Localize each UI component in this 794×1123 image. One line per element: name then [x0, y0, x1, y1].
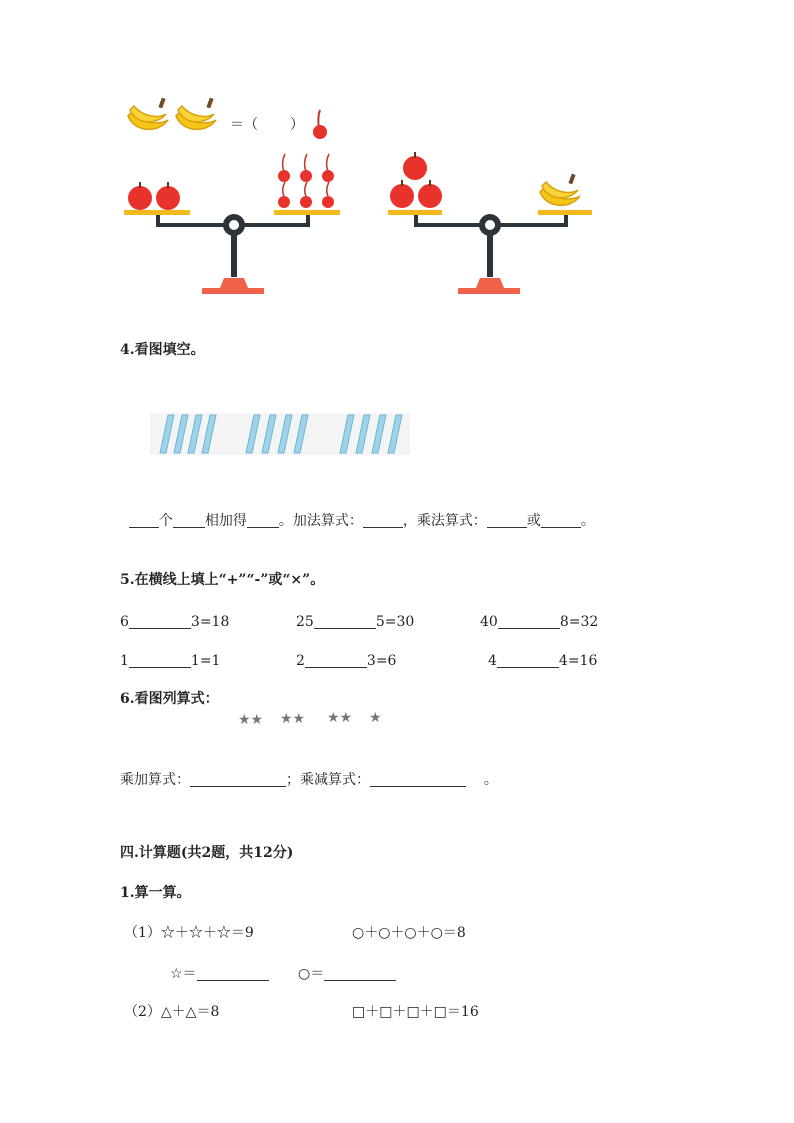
q5-item: 1 1=1 [120, 653, 221, 669]
star-group: ★★ [238, 712, 264, 728]
star-group: ★★ [327, 710, 353, 726]
p1-left: （1）☆＋☆＋☆＝9 [124, 925, 254, 941]
balance-scale-2 [384, 150, 614, 300]
q5-item: 2 3=6 [296, 653, 397, 669]
balance-scale-1 [120, 150, 350, 300]
p2-right: □＋□＋□＋□＝16 [352, 1004, 479, 1020]
p2-left: （2）△＋△＝8 [124, 1004, 220, 1020]
q4-title: 4.看图填空。 [120, 342, 205, 358]
operator-blank[interactable] [497, 653, 559, 668]
apple-icon [418, 180, 442, 208]
operator-blank[interactable] [498, 614, 560, 629]
star-group: ★ [369, 710, 382, 726]
section4-title: 四.计算题(共2题，共12分) [120, 845, 294, 861]
star-group: ★★ [280, 711, 306, 727]
apple-icon [128, 182, 152, 210]
q4-fill-line: 个 相加得 。加法算式： ，乘法算式： 或 。 [120, 499, 595, 528]
blank-line[interactable] [363, 513, 403, 528]
blank-line[interactable] [129, 513, 159, 528]
operator-blank[interactable] [314, 614, 376, 629]
cherry-icon [310, 108, 330, 140]
blank-line[interactable] [190, 772, 286, 787]
q5-title: 5.在横线上填上“+”“-”或“×”。 [120, 572, 325, 588]
apple-icon [403, 152, 427, 180]
operator-blank[interactable] [305, 653, 367, 668]
q5-item: 40 8=32 [480, 614, 599, 630]
banana-icon [172, 96, 218, 136]
operator-blank[interactable] [129, 653, 191, 668]
close-paren: ） [290, 117, 304, 133]
q6-title: 6.看图列算式： [120, 691, 219, 707]
q5-item: 4 4=16 [488, 653, 598, 669]
banana-icon [540, 174, 580, 206]
blank-line[interactable] [324, 966, 396, 981]
blank-line[interactable] [197, 966, 269, 981]
star-answer: ☆＝ [170, 966, 269, 981]
blank-line[interactable] [370, 772, 466, 787]
q6-answer-line: 乘加算式： ；乘减算式： 。 [120, 772, 498, 788]
blank-line[interactable] [247, 513, 279, 528]
blank-line[interactable] [541, 513, 581, 528]
q1-title: 1.算一算。 [120, 885, 191, 901]
banana-icon [124, 96, 170, 136]
apple-icon [390, 180, 414, 208]
blank-line[interactable] [173, 513, 205, 528]
q5-item: 6 3=18 [120, 614, 230, 630]
equals-paren: ＝（ [230, 117, 258, 133]
apple-icon [156, 182, 180, 210]
p1-right: ○＋○＋○＋○＝8 [352, 925, 466, 941]
circle-answer: ○＝ [298, 966, 396, 981]
operator-blank[interactable] [129, 614, 191, 629]
q5-item: 25 5=30 [296, 614, 415, 630]
blank-line[interactable] [487, 513, 527, 528]
sticks-picture [150, 413, 410, 455]
